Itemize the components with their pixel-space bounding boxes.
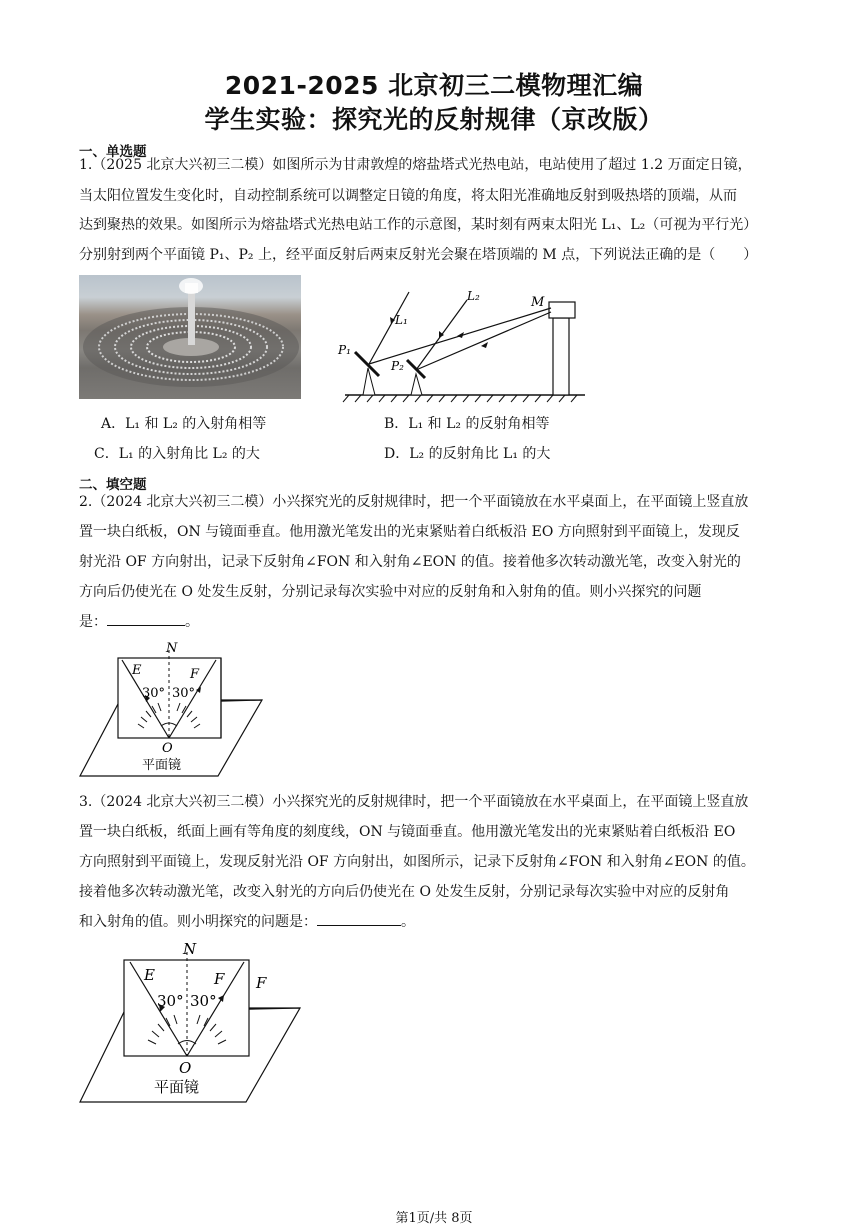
label-n: N bbox=[166, 641, 178, 656]
q3-line2: 置一块白纸板，纸面上画有等角度的刻度线，ON 与镜面垂直。他用激光笔发出的光束紧贴着白纸板沿 EO bbox=[79, 824, 736, 840]
q1-reflection-diagram bbox=[335, 280, 595, 405]
q2-answer-prefix: 是： bbox=[79, 614, 107, 630]
q3-answer-line bbox=[79, 911, 415, 933]
label-f: F bbox=[190, 667, 200, 682]
page-title-line2: 学生实验：探究光的反射规律（京改版） bbox=[204, 105, 664, 134]
label-angle-left: 30° bbox=[157, 992, 184, 1010]
q1-line3: 达到聚热的效果。如图所示为熔盐塔式光热电站工作的示意图，某时刻有两束太阳光 L₁、L₂（可视为平行光） bbox=[79, 217, 758, 233]
q3-answer-prefix: 和入射角的值。则小明探究的问题是： bbox=[79, 914, 317, 930]
label-l2: L₂ bbox=[467, 289, 480, 303]
q2-answer-blank[interactable] bbox=[107, 611, 185, 626]
q2-line3: 射光沿 OF 方向射出，记录下反射角∠FON 和入射角∠EON 的值。接着他多次转动激光笔，改变入射光的 bbox=[79, 554, 741, 570]
q3-answer-blank[interactable] bbox=[317, 911, 401, 926]
label-o: O bbox=[179, 1059, 192, 1077]
label-angle-right: 30° bbox=[190, 992, 217, 1010]
q3-answer-suffix: 。 bbox=[401, 914, 415, 930]
label-mirror: 平面镜 bbox=[142, 758, 182, 773]
q1-option-b[interactable]: B．L₁ 和 L₂ 的反射角相等 bbox=[384, 416, 550, 432]
label-p2: P₂ bbox=[391, 359, 404, 373]
section-fill-blank: 二、填空题 bbox=[79, 477, 147, 493]
q3-reflection-diagram bbox=[78, 938, 308, 1108]
q1-option-a[interactable]: A．L₁ 和 L₂ 的入射角相等 bbox=[101, 416, 267, 432]
section-single-choice: 一、单选题 bbox=[79, 144, 147, 160]
solar-plant-photo bbox=[79, 275, 301, 399]
q2-line2: 置一块白纸板，ON 与镜面垂直。他用激光笔发出的光束紧贴着白纸板沿 EO 方向照射到平面镜上，发现反 bbox=[79, 524, 740, 540]
q1-line1: 1.（2025 北京大兴初三二模）如图所示为甘肃敦煌的熔盐塔式光热电站，电站使用了超过 1.2 万面定日镜， bbox=[79, 157, 752, 173]
solar-plant-illustration bbox=[79, 275, 301, 399]
q3-line1: 3.（2024 北京大兴初三二模）小兴探究光的反射规律时，把一个平面镜放在水平桌面上，在平面镜上竖直放 bbox=[79, 794, 749, 810]
tower-top bbox=[549, 302, 575, 318]
label-e: E bbox=[144, 966, 155, 984]
q2-answer-line bbox=[79, 611, 199, 633]
label-f-outer: F bbox=[256, 974, 267, 992]
q2-reflection-diagram bbox=[78, 640, 268, 780]
label-n: N bbox=[183, 940, 197, 958]
label-angle-left: 30° bbox=[142, 686, 166, 701]
label-p1: P₁ bbox=[338, 343, 351, 357]
label-e: E bbox=[132, 663, 142, 678]
q1-line4: 分别射到两个平面镜 P₁、P₂ 上，经平面反射后两束反射光会聚在塔顶端的 M 点，下列说法正确的是（ ） bbox=[79, 247, 758, 263]
q2-answer-suffix: 。 bbox=[185, 614, 199, 630]
q1-line2: 当太阳位置发生变化时，自动控制系统可以调整定日镜的角度，将太阳光准确地反射到吸热塔的顶端，从而 bbox=[79, 188, 737, 204]
q3-line3: 方向照射到平面镜上，发现反射光沿 OF 方向射出，如图所示，记录下反射角∠FON 和入射角∠EON 的值。 bbox=[79, 854, 755, 870]
label-angle-right: 30° bbox=[172, 686, 196, 701]
q2-line1: 2.（2024 北京大兴初三二模）小兴探究光的反射规律时，把一个平面镜放在水平桌面上，在平面镜上竖直放 bbox=[79, 494, 749, 510]
label-o: O bbox=[162, 741, 173, 756]
q2-line4: 方向后仍使光在 O 处发生反射，分别记录每次实验中对应的反射角和入射角的值。则小兴探究的问题 bbox=[79, 584, 702, 600]
tower bbox=[553, 318, 569, 395]
label-f: F bbox=[214, 970, 225, 988]
label-m: M bbox=[531, 295, 545, 310]
q1-option-c[interactable]: C．L₁ 的入射角比 L₂ 的大 bbox=[94, 446, 260, 462]
label-l1: L₁ bbox=[395, 313, 408, 327]
q1-option-d[interactable]: D．L₂ 的反射角比 L₁ 的大 bbox=[384, 446, 551, 462]
q3-line4: 接着他多次转动激光笔，改变入射光的方向后仍使光在 O 处发生反射，分别记录每次实验中对应的反射角 bbox=[79, 884, 730, 900]
label-mirror: 平面镜 bbox=[154, 1078, 200, 1096]
page-title-line1: 2021-2025 北京初三二模物理汇编 bbox=[224, 71, 644, 100]
page-number: 第1页/共 8页 bbox=[395, 1211, 473, 1226]
